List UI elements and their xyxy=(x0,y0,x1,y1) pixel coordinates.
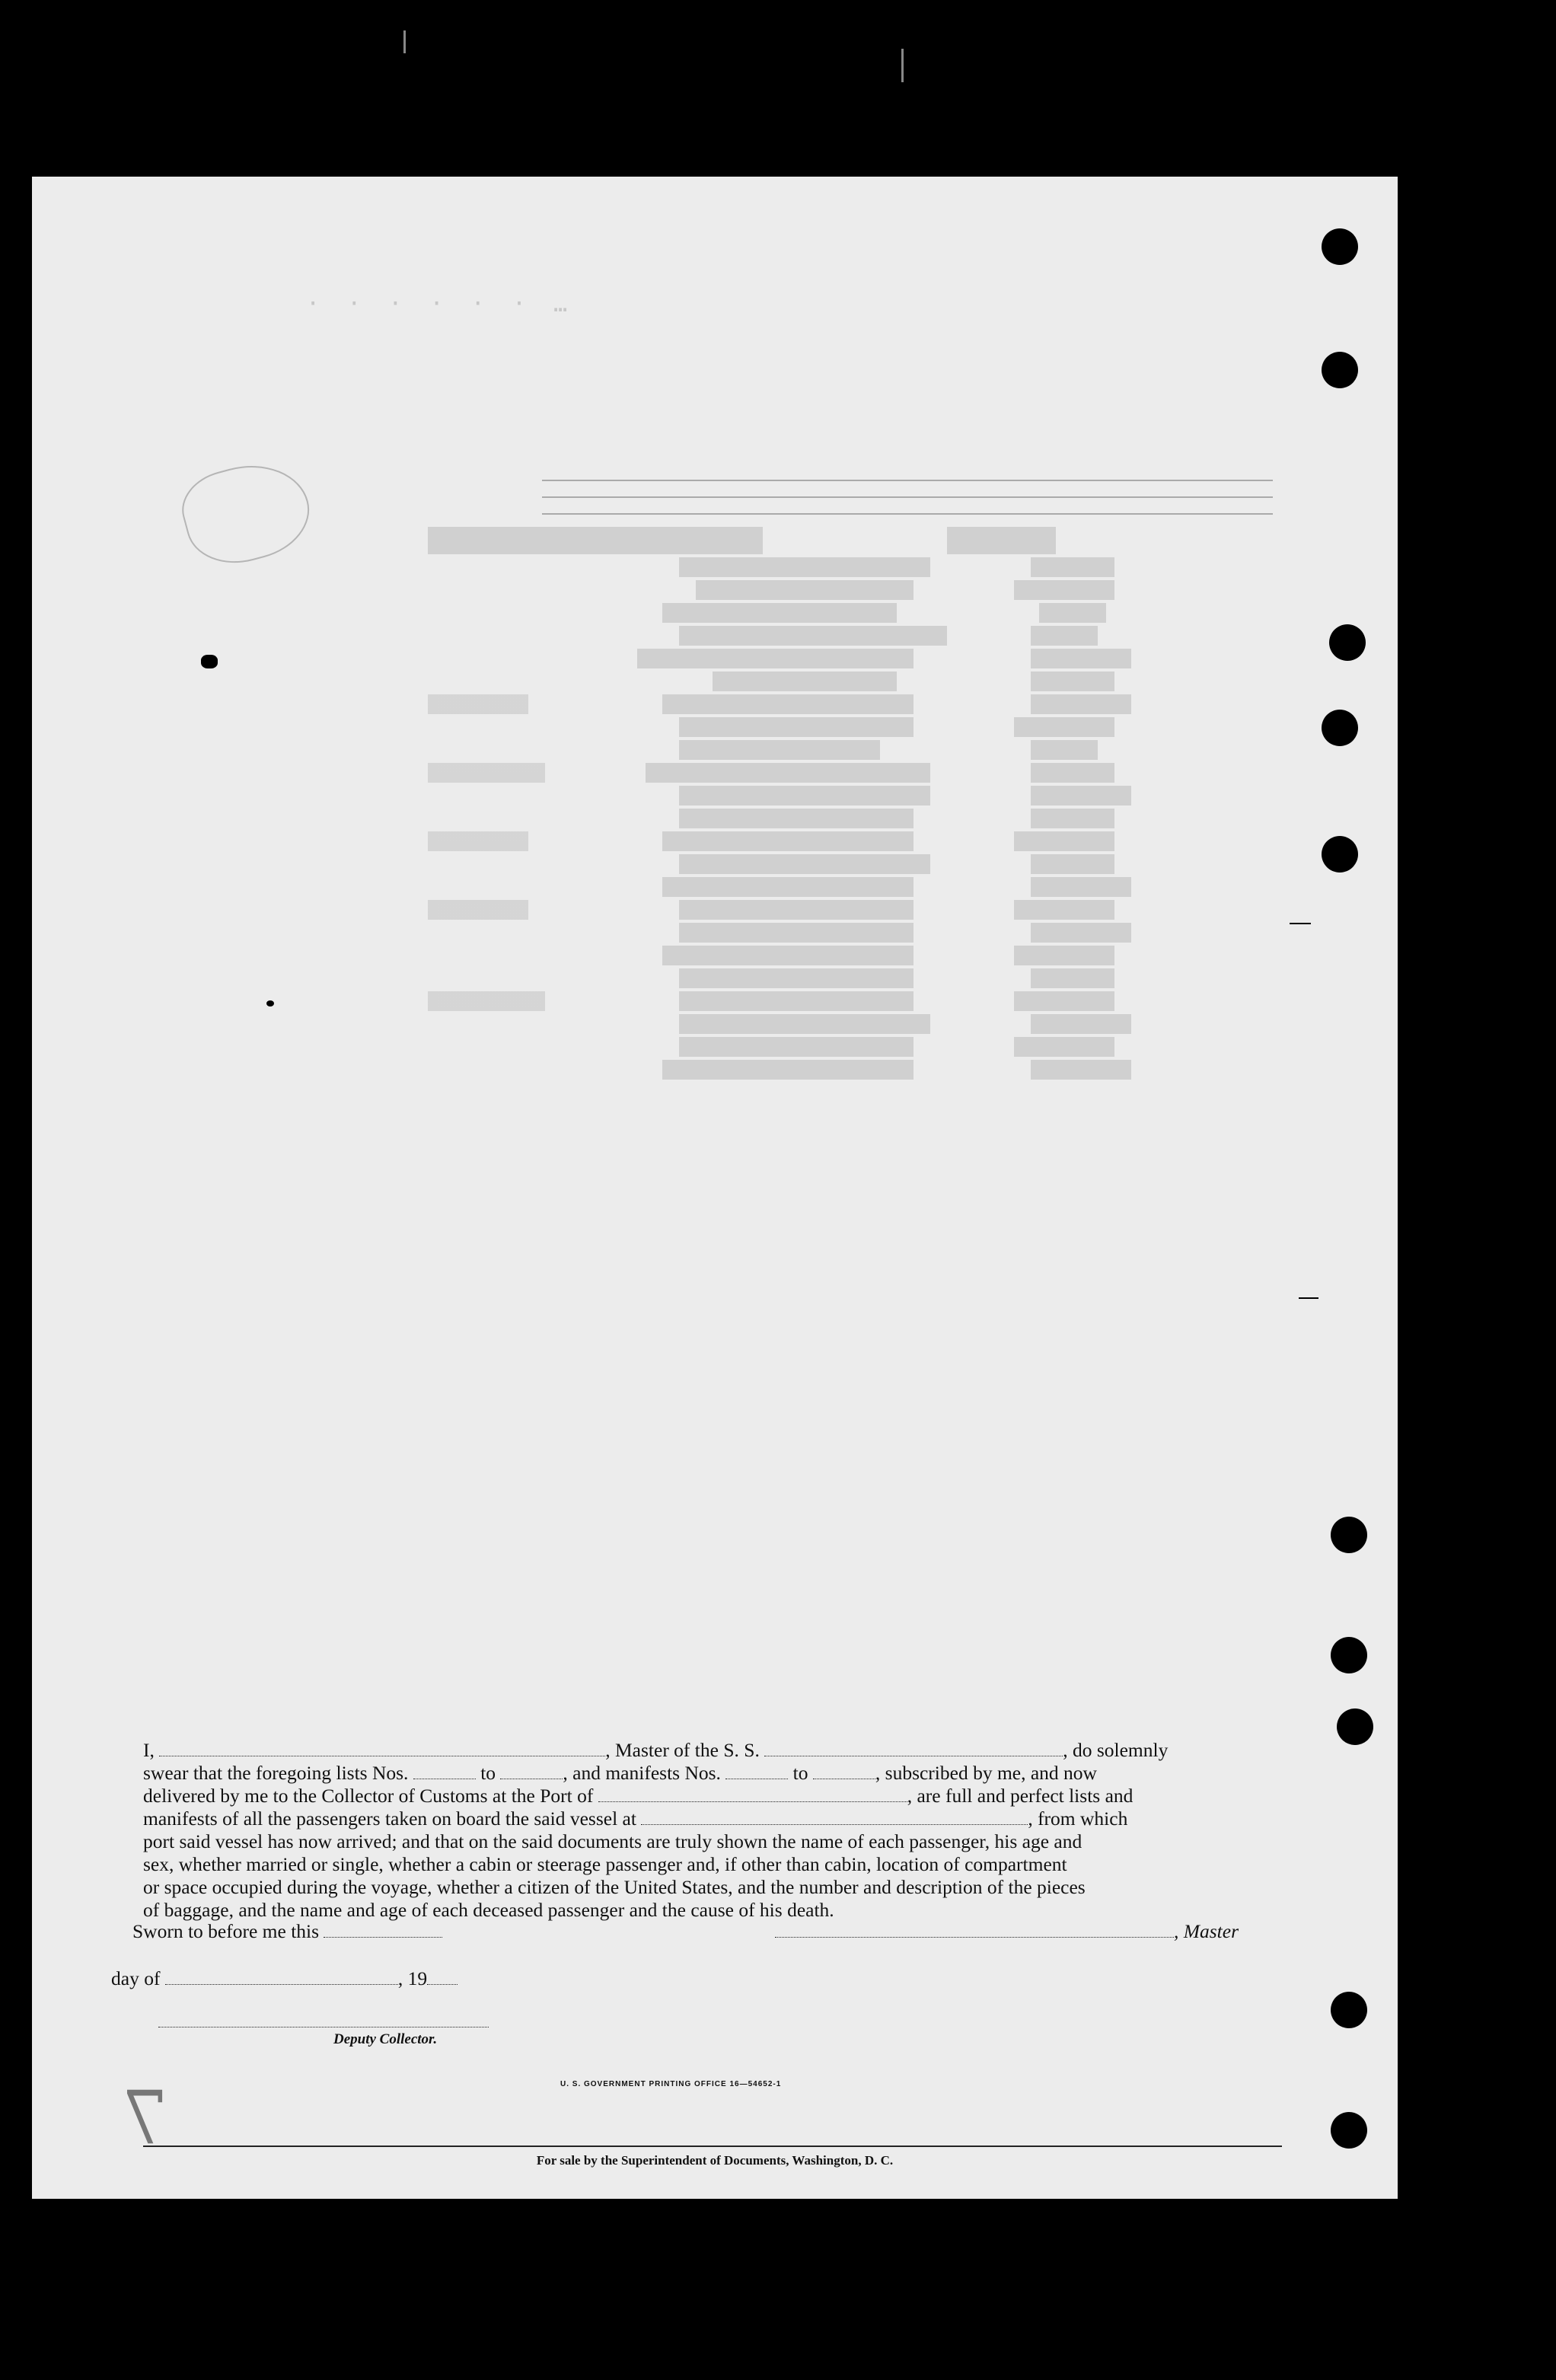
edge-dash xyxy=(1290,923,1311,924)
printing-office-line: U. S. GOVERNMENT PRINTING OFFICE 16—54652-1 xyxy=(560,2080,782,2088)
oath-line-2: swear that the foregoing lists Nos. to , and manifests Nos. to , subscribed by me, and now xyxy=(143,1762,1097,1784)
year-blank[interactable] xyxy=(427,1969,458,1985)
ink-speck xyxy=(201,655,218,668)
punch-hole xyxy=(1331,1992,1367,2028)
footer-rule xyxy=(143,2146,1282,2147)
punch-hole xyxy=(1331,1517,1367,1553)
footer-sale-note: For sale by the Superintendent of Documents, Washington, D. C. xyxy=(536,2153,894,2168)
master-oath-paragraph xyxy=(143,1739,1282,1922)
edge-dash xyxy=(1299,1297,1318,1299)
deputy-collector-label: Deputy Collector. xyxy=(333,2031,438,2047)
oath-line-8: of baggage, and the name and age of each deceased passenger and the cause of his death. xyxy=(143,1899,834,1921)
master-name-blank[interactable] xyxy=(159,1740,605,1756)
manifest-to-blank[interactable] xyxy=(813,1763,875,1779)
border-speck xyxy=(901,49,904,82)
ink-speck xyxy=(266,1000,274,1007)
punch-hole xyxy=(1331,1637,1367,1673)
punch-hole xyxy=(1331,2112,1367,2149)
list-from-blank[interactable] xyxy=(413,1763,476,1779)
oath-line-7: or space occupied during the voyage, whether a citizen of the United States, and the number and description of the pieces xyxy=(143,1876,1086,1898)
faint-stamp xyxy=(174,451,320,575)
departure-port-blank[interactable] xyxy=(641,1809,1028,1825)
manifest-from-blank[interactable] xyxy=(725,1763,788,1779)
bleed-through-header: … · · · · · · xyxy=(306,291,568,317)
border-speck xyxy=(403,30,406,53)
day-of-row: day of , 19 xyxy=(111,1967,458,1990)
sworn-row: Sworn to before me this xyxy=(132,1920,442,1943)
master-signature-blank[interactable] xyxy=(775,1922,1174,1938)
oath-line-4: manifests of all the passengers taken on board the said vessel at , from which xyxy=(143,1807,1128,1830)
day-of-blank[interactable] xyxy=(165,1969,398,1985)
deputy-signature-line[interactable] xyxy=(158,2025,489,2027)
ship-name-blank[interactable] xyxy=(764,1740,1063,1756)
sworn-date-blank[interactable] xyxy=(324,1922,442,1938)
port-blank[interactable] xyxy=(598,1786,907,1802)
document-page xyxy=(32,177,1398,2199)
oath-line-1: I, , Master of the S. S. , do solemnly xyxy=(143,1739,1169,1761)
handwritten-page-mark: 7 xyxy=(122,2075,169,2161)
punch-hole xyxy=(1329,624,1366,661)
punch-hole xyxy=(1337,1708,1373,1745)
bleed-through-table xyxy=(428,527,1265,1349)
master-signature-row: , Master xyxy=(775,1920,1239,1943)
punch-hole xyxy=(1322,836,1358,873)
punch-hole xyxy=(1322,352,1358,388)
punch-hole xyxy=(1322,710,1358,746)
oath-line-6: sex, whether married or single, whether a cabin or steerage passenger and, if other than cabin, location of compartment xyxy=(143,1853,1067,1875)
punch-hole xyxy=(1322,228,1358,265)
oath-line-5: port said vessel has now arrived; and that on the said documents are truly shown the name of each passenger, his age and xyxy=(143,1830,1083,1852)
list-to-blank[interactable] xyxy=(500,1763,563,1779)
bleed-through-rules xyxy=(542,480,1273,516)
oath-line-3: delivered by me to the Collector of Customs at the Port of , are full and perfect lists and xyxy=(143,1785,1134,1807)
